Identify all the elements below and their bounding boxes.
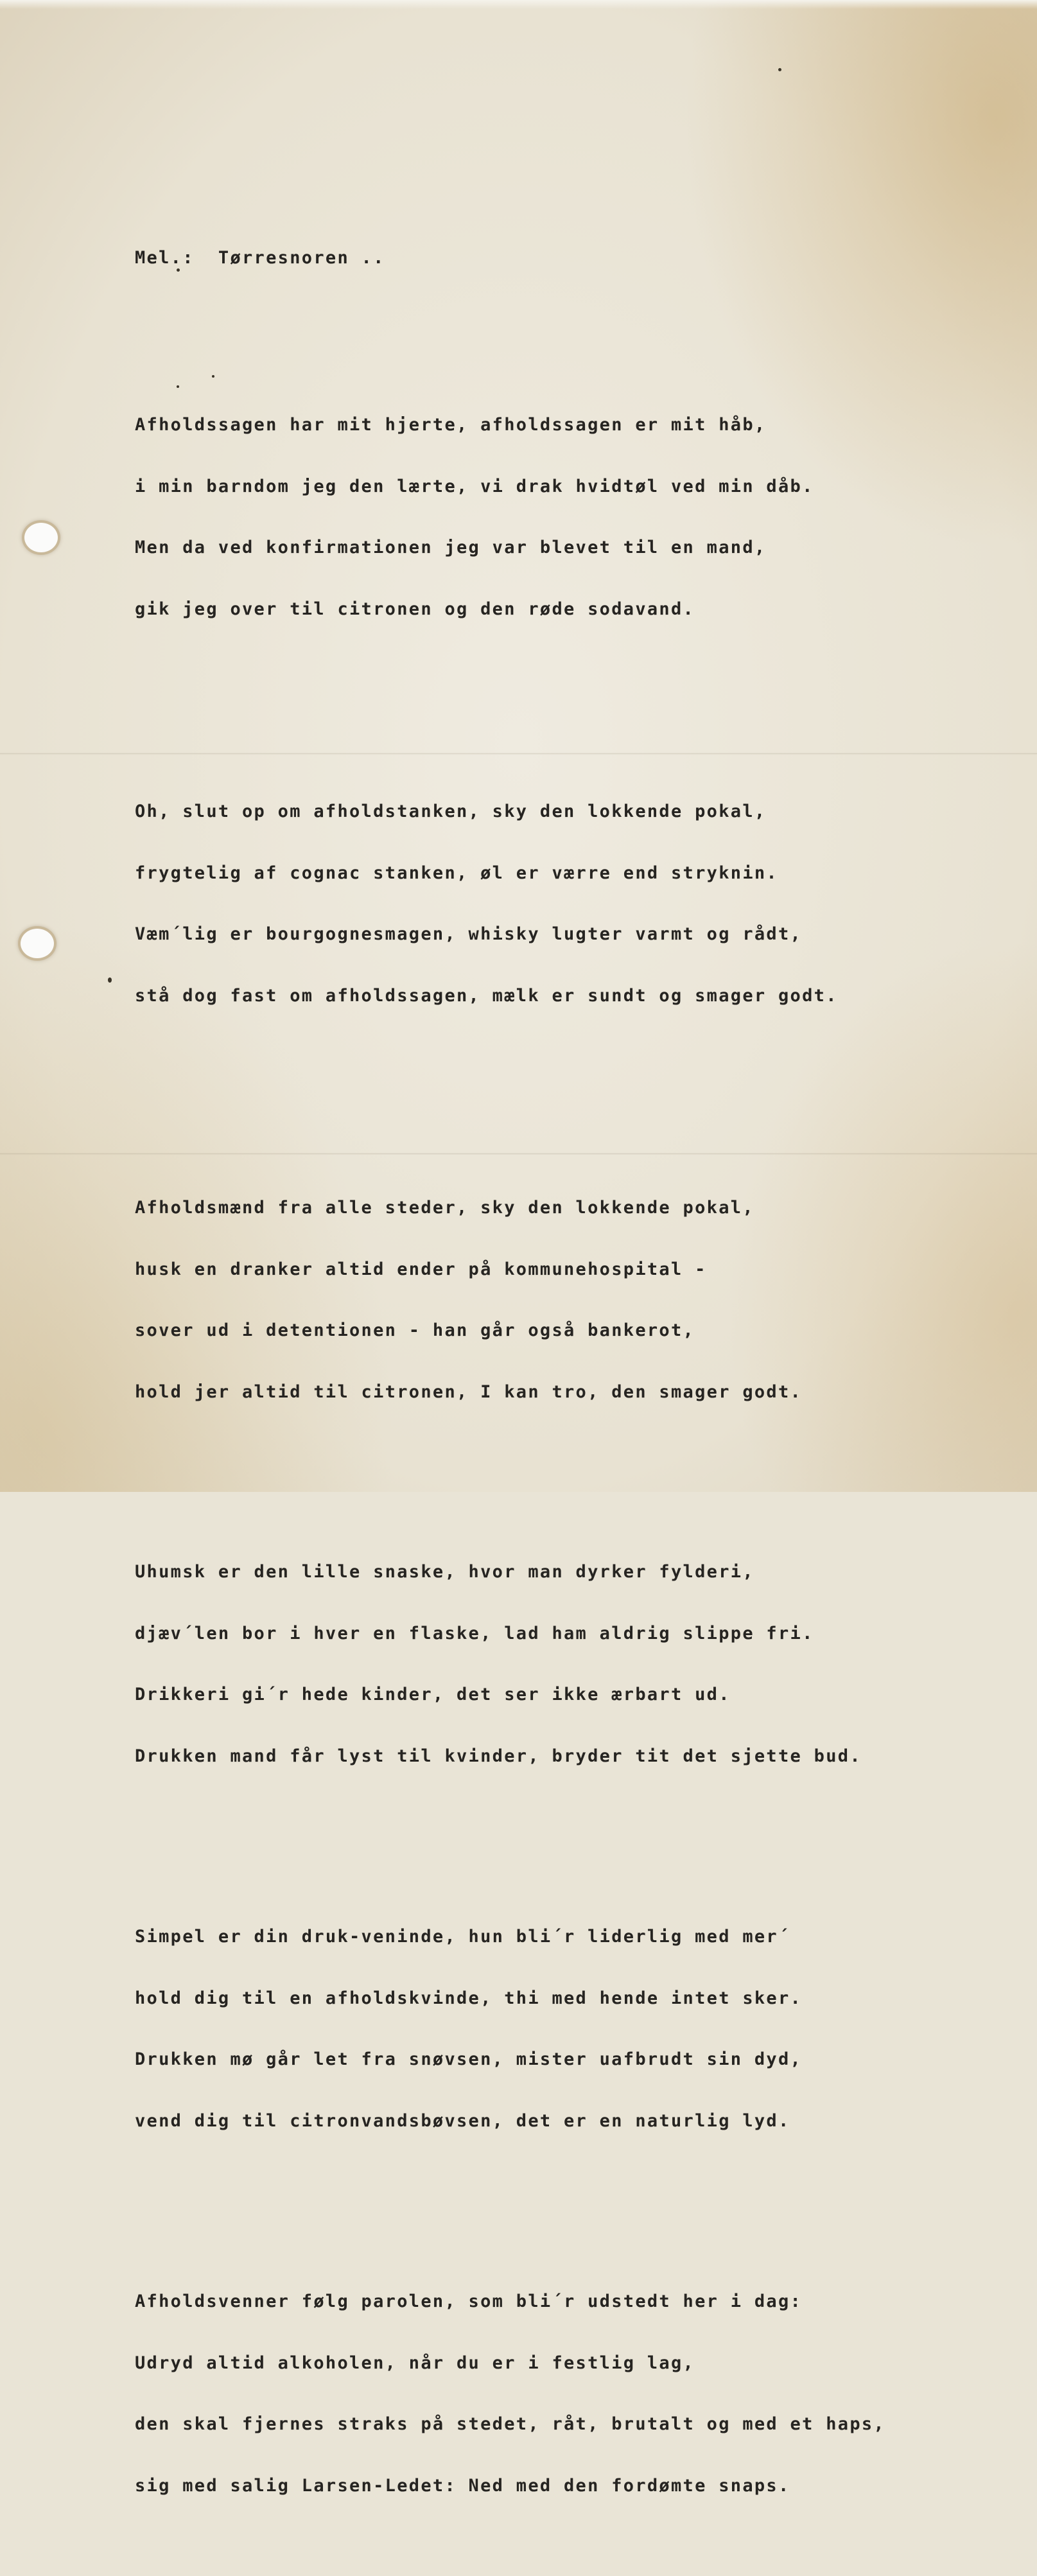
verse-line: hold jer altid til citronen, I kan tro, den smager godt. [135, 1381, 803, 1402]
verse-line: Men da ved konfirmationen jeg var blevet til en mand, [135, 538, 767, 557]
paper-top-edge [0, 0, 1037, 9]
poem-text [135, 204, 970, 2576]
ink-speck [108, 977, 112, 983]
punch-hole [24, 523, 58, 552]
verse-line: stå dog fast om afholdssagen, mælk er sundt og smager godt. [135, 985, 838, 1006]
verse-line: Afholdssagen har mit hjerte, afholdssagen er mit håb, [135, 415, 767, 435]
verse-line: sig med salig Larsen-Ledet: Ned med den fordømte snaps. [135, 2475, 790, 2496]
verse-line: frygtelig af cognac stanken, øl er værre end stryknin. [135, 863, 778, 883]
verse-line: i min barndom jeg den lærte, vi drak hvidtøl ved min dåb. [135, 476, 814, 496]
verse [135, 761, 970, 1046]
verse-line: Oh, slut op om afholdstanken, sky den lokkende pokal, [135, 802, 767, 821]
melody-heading: Mel.: Tørresnoren .. [135, 248, 385, 268]
verse [135, 374, 970, 660]
verse-line: sover ud i detentionen - han går også bankerot, [135, 1320, 695, 1340]
verse-line: djæv´len bor i hver en flaske, lad ham aldrig slippe fri. [135, 1623, 814, 1643]
verse [135, 1157, 970, 1442]
verse [135, 1886, 970, 2171]
verse [135, 2251, 970, 2536]
verse-line: husk en dranker altid ender på kommunehospital - [135, 1259, 707, 1279]
verse-line: Udryd altid alkoholen, når du er i festlig lag, [135, 2353, 695, 2373]
verse-line: den skal fjernes straks på stedet, råt, brutalt og med et haps, [135, 2414, 885, 2434]
verse-line: Afholdsvenner følg parolen, som bli´r udstedt her i dag: [135, 2291, 803, 2311]
punch-hole [21, 929, 54, 958]
verse-line: Væm´lig er bourgognesmagen, whisky lugter varmt og rådt, [135, 924, 803, 944]
verse-line: Afholdsmænd fra alle steder, sky den lokkende pokal, [135, 1198, 754, 1218]
verse-line: gik jeg over til citronen og den røde sodavand. [135, 599, 695, 619]
ink-speck [778, 68, 781, 71]
verse-line: Drukken mand får lyst til kvinder, bryder tit det sjette bud. [135, 1746, 862, 1766]
verse-line: vend dig til citronvandsbøvsen, det er en naturlig lyd. [135, 2110, 790, 2131]
verse-line: Drikkeri gi´r hede kinder, det ser ikke ærbart ud. [135, 1685, 731, 1704]
verse [135, 1521, 970, 1807]
verse-line: Simpel er din druk-veninde, hun bli´r liderlig med mer´ [135, 1927, 790, 1947]
verse-line: hold dig til en afholdskvinde, thi med hende intet sker. [135, 1988, 803, 2008]
verse-line: Drukken mø går let fra snøvsen, mister uafbrudt sin dyd, [135, 2049, 803, 2069]
verse-line: Uhumsk er den lille snaske, hvor man dyrker fylderi, [135, 1562, 754, 1582]
